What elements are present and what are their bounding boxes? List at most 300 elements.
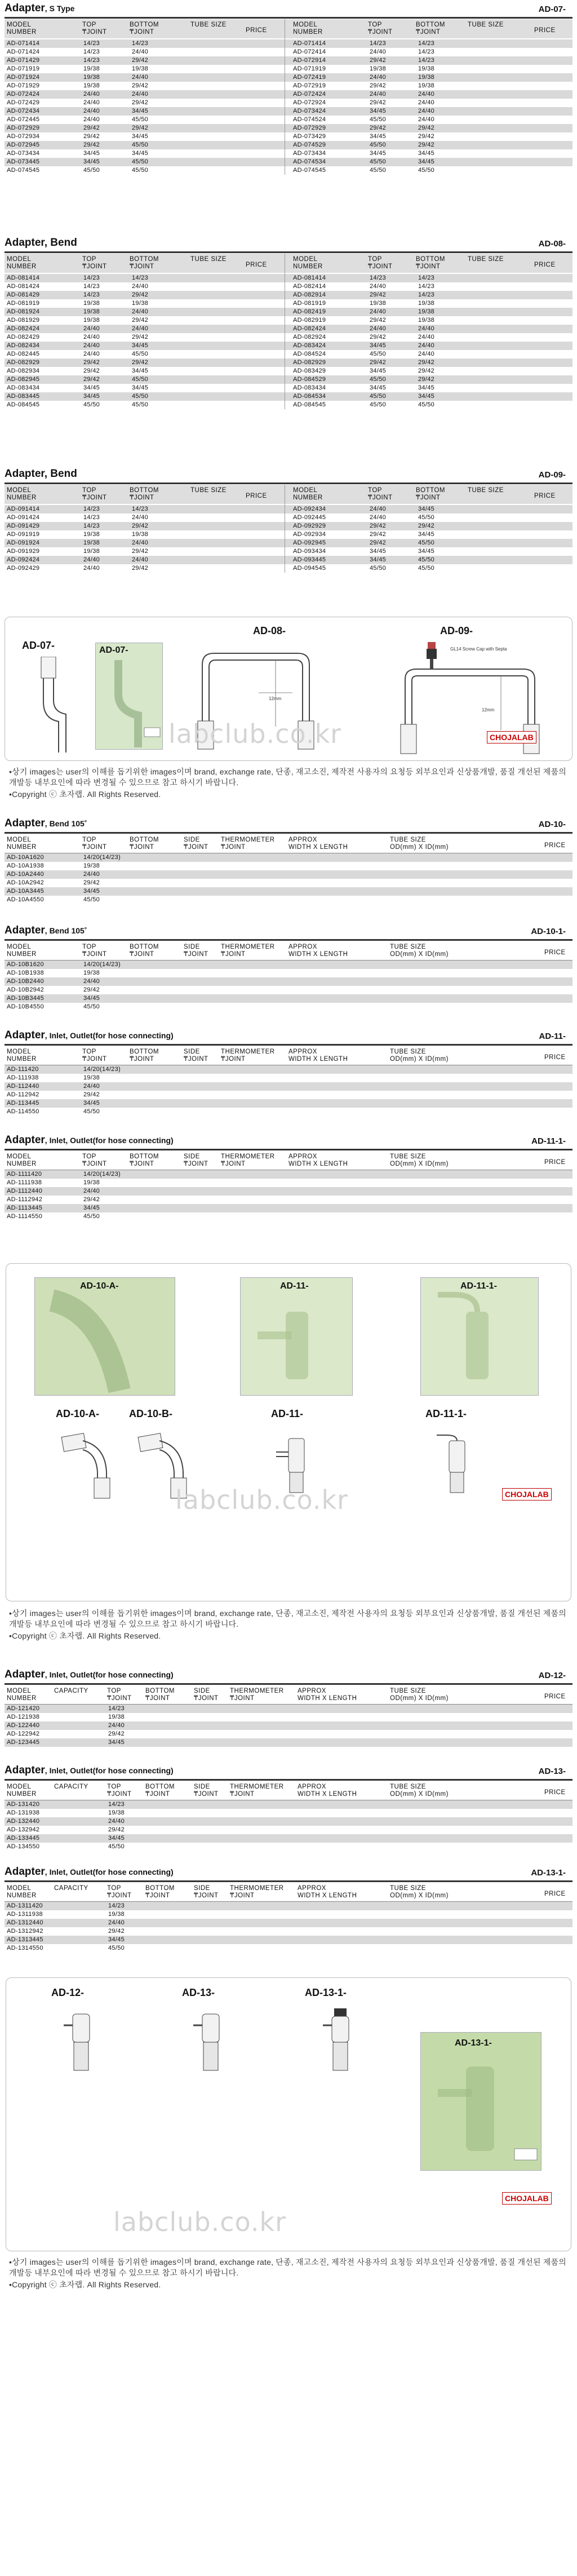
table-cell: 34/45 [370,556,387,563]
column-header: PRICE [544,1789,566,1796]
table-cell: AD-094545 [293,565,326,572]
table-cell: 19/38 [83,308,100,315]
table-cell: 29/42 [370,99,387,106]
ad11-1-drawing [434,1433,480,1495]
table-cell: AD-081414 [7,275,40,281]
table-cell: 45/50 [83,1108,100,1115]
column-header: BOTTOM ₸JOINT [130,944,159,958]
table-cell: 19/38 [108,1809,125,1816]
table-cell: 34/45 [370,108,387,114]
section-ad07 [0,0,577,237]
table-cell: 24/40 [83,1188,100,1194]
table-cell: 14/23 [83,514,100,521]
table-row [5,862,572,870]
table-cell: 14/23 [370,40,387,47]
table-row [5,299,572,308]
table-row [5,1927,572,1936]
table-row [5,325,572,333]
table-row [5,333,572,342]
column-header: TOP ₸JOINT [107,1885,132,1899]
bullet-icon: • [9,1631,12,1640]
table-cell: AD-093434 [293,548,326,555]
table-cell: 19/38 [418,308,435,315]
figure-label: AD-11-1- [425,1408,467,1419]
table-cell: AD-072919 [293,82,326,89]
section-ad13 [0,1764,577,1854]
table-cell: 34/45 [108,1936,125,1943]
table-cell: AD-082445 [7,351,40,357]
table-cell: 24/40 [132,539,149,546]
section-code: AD-07- [538,5,566,14]
table-cell: 24/40 [418,91,435,98]
table-cell: AD-091414 [7,506,40,512]
column-header: BOTTOM ₸JOINT [130,1153,159,1167]
table-cell: 24/40 [83,351,100,357]
column-header: APPROX WIDTH X LENGTH [298,1885,357,1899]
table-row [5,1826,572,1834]
table-row [5,1902,572,1910]
divider [5,832,572,834]
column-header: MODEL NUMBER [7,1783,37,1798]
column-header: APPROX WIDTH X LENGTH [288,1048,348,1063]
brand-logo: CHOJALAB [487,731,536,743]
table-cell: 45/50 [83,896,100,903]
table-cell: AD-1111420 [7,1171,42,1178]
table-cell: AD-081929 [7,317,40,324]
table-cell: 19/38 [418,74,435,81]
table-cell: 34/45 [83,384,100,391]
table-cell: 24/40 [83,556,100,563]
column-header: SIDE ₸JOINT [184,1153,208,1167]
table-cell: AD-10B3445 [7,995,44,1002]
table-cell: 14/23 [418,40,435,47]
figure-ad12-13 [0,1977,577,2576]
column-header: CAPACITY [54,1688,88,1694]
section-title: Adapter, Inlet, Outlet(for hose connecting) [5,1866,174,1878]
bullet-icon: • [9,790,12,799]
table-cell: AD-073424 [293,108,326,114]
table-cell: AD-111420 [7,1066,39,1073]
table-cell: AD-1112440 [7,1188,43,1194]
table-row [5,149,572,158]
image-caption: •상기 images는 user의 이해를 돕기위한 images이며 brand, exchange rate, 단종, 재고소진, 제작전 사용자의 요청등 외부요인과 신상품개발, 품질 개선된 제품의 개발등 내부요인에 따라 변경될 수 있으므로 참고 하시기 바랍니다. [9,1609,566,1628]
table-cell: AD-092445 [293,514,326,521]
table-cell: 34/45 [418,548,435,555]
table-cell: 29/42 [370,291,387,298]
table-row [5,291,572,299]
table-cell: 34/45 [132,108,149,114]
table-cell: AD-082914 [293,291,326,298]
table-cell: 29/42 [132,317,149,324]
table-cell: 14/23 [83,283,100,290]
section-code: AD-10-1- [531,927,566,936]
table-cell: 34/45 [418,531,435,538]
table-row [5,556,572,564]
column-header: TUBE SIZE OD(mm) X ID(mm) [390,1783,449,1798]
column-header: THERMOMETER ₸JOINT [230,1688,284,1702]
table-cell: AD-082924 [293,334,326,340]
table-header: MODEL NUMBER TOP ₸JOINT BOTTOM ₸JOINT TUBE SIZE PRICE MODEL NUMBER TOP ₸JOINT BOTTOM ₸JOINT TUBE SIZE PRICE [5,254,572,273]
figure-label: AD-11- [271,1408,304,1419]
table-cell: AD-073445 [7,158,40,165]
table-cell: 34/45 [83,995,100,1002]
column-header: PRICE [544,1891,566,1897]
column-header: MODEL NUMBER [7,1153,37,1167]
table-row [5,65,572,73]
table-cell: AD-121938 [7,1714,40,1720]
column-header: BOTTOM ₸JOINT [145,1688,175,1702]
table-cell: 29/42 [83,133,100,140]
table-cell: AD-113445 [7,1100,39,1106]
table-cell: AD-074524 [293,116,326,123]
table-cell: 14/23 [83,57,100,64]
glass-photo-icon [96,643,162,749]
table-cell: 29/42 [83,376,100,383]
table-cell: AD-084524 [293,351,326,357]
table-cell: AD-084545 [7,401,40,408]
column-header: SIDE ₸JOINT [194,1688,219,1702]
table-cell: 24/40 [83,91,100,98]
column-header: APPROX WIDTH X LENGTH [288,836,348,851]
divider [5,1149,572,1150]
table-row [5,1843,572,1851]
table-cell: AD-072429 [7,99,40,106]
table-cell: AD-091929 [7,548,40,555]
table-cell: 24/40 [418,99,435,106]
table-cell: 14/23 [132,506,149,512]
table-cell: AD-133445 [7,1835,40,1842]
figure-label: AD-07- [22,640,55,651]
table-cell: 29/42 [132,125,149,131]
table-cell: AD-081924 [7,308,40,315]
divider [5,251,572,253]
table-cell: 34/45 [83,393,100,400]
section-ad11-1 [0,1134,577,1224]
table-row [5,1800,572,1809]
table-cell: 19/38 [370,300,387,307]
table-cell: AD-132440 [7,1818,40,1825]
table-cell: 34/45 [370,548,387,555]
table-row [5,274,572,282]
table-cell: 34/45 [108,1835,125,1842]
table-cell: 14/23 [108,1902,125,1909]
table-cell: 19/38 [108,1911,125,1918]
column-header: TOP ₸JOINT [82,1048,107,1063]
table-row [5,56,572,65]
table-cell: 29/42 [418,133,435,140]
column-header: THERMOMETER ₸JOINT [230,1885,284,1899]
table-cell: 34/45 [370,133,387,140]
table-cell: AD-072445 [7,116,40,123]
figure-ad07-09 [0,609,577,823]
table-cell: 34/45 [370,368,387,374]
table-cell: AD-1113445 [7,1205,43,1211]
column-header: MODEL NUMBER [7,836,37,851]
table-row [5,1910,572,1919]
table-header [5,941,572,961]
table-cell: AD-1313445 [7,1936,43,1943]
ad13-1-drawing [322,2008,361,2076]
table-cell: AD-081919 [7,300,40,307]
column-header: PRICE [544,949,566,956]
table-row [5,124,572,132]
table-row [5,342,572,350]
table-cell: 14/23 [418,57,435,64]
table-row [5,90,572,99]
table-cell: AD-1311420 [7,1902,43,1909]
section-code: AD-10- [538,820,566,829]
table-row [5,1179,572,1187]
table-cell: AD-112440 [7,1083,39,1090]
table-cell: 34/45 [83,1100,100,1106]
table-cell: 14/20(14/23) [83,1066,121,1073]
column-header: TUBE SIZE OD(mm) X ID(mm) [390,1153,449,1167]
divider [5,1683,572,1685]
table-row [5,870,572,879]
table-body [0,505,577,576]
table-row [5,1187,572,1196]
table-header [5,1883,572,1902]
table-cell: 24/40 [83,1083,100,1090]
table-cell: 29/42 [370,317,387,324]
table-cell: 29/42 [370,539,387,546]
table-row [5,1091,572,1099]
table-cell: 34/45 [418,393,435,400]
table-cell: AD-1311938 [7,1911,43,1918]
table-row [5,1065,572,1074]
table-cell: 24/40 [132,91,149,98]
table-cell: 34/45 [83,158,100,165]
section-ad09 [0,468,577,609]
table-row [5,994,572,1003]
table-cell: AD-1111938 [7,1179,42,1186]
table-cell: AD-1312942 [7,1928,43,1935]
table-cell: 24/40 [370,514,387,521]
table-header [5,1685,572,1705]
section-code: AD-13-1- [531,1868,566,1878]
table-cell: 14/23 [132,275,149,281]
table-cell: 24/40 [108,1818,125,1825]
table-cell: AD-083445 [7,393,40,400]
table-row [5,132,572,141]
section-title: Adapter, Inlet, Outlet(for hose connecting) [5,1134,174,1146]
table-cell: 45/50 [370,141,387,148]
table-cell: AD-082929 [7,359,40,366]
photo-label: AD-13-1- [455,2038,492,2048]
column-header: PRICE [544,1054,566,1061]
table-cell: 45/50 [418,556,435,563]
table-cell: 29/42 [132,291,149,298]
table-cell: 45/50 [370,116,387,123]
table-row [5,564,572,573]
table-body [0,1800,577,1852]
figure-label: AD-13- [182,1987,215,1998]
table-cell: AD-084529 [293,376,326,383]
table-cell: 34/45 [108,1739,125,1746]
table-cell: AD-082934 [7,368,40,374]
table-cell: 24/40 [83,871,100,878]
table-cell: 24/40 [418,116,435,123]
table-cell: AD-071429 [7,57,40,64]
table-cell: 19/38 [83,1179,100,1186]
divider [5,1880,572,1882]
table-cell: 24/40 [83,108,100,114]
table-cell: AD-10A2942 [7,879,44,886]
table-cell: AD-1312440 [7,1919,43,1926]
table-cell: 24/40 [370,74,387,81]
table-cell: 24/40 [370,91,387,98]
table-cell: AD-123445 [7,1739,40,1746]
figure-label: AD-12- [51,1987,85,1998]
table-cell: 45/50 [132,116,149,123]
product-photo [95,643,163,750]
table-cell: 19/38 [83,82,100,89]
table-row [5,1074,572,1082]
table-cell: 29/42 [132,523,149,529]
table-cell: 45/50 [132,401,149,408]
table-row [5,1705,572,1713]
divider [5,1044,572,1046]
table-cell: 29/42 [83,368,100,374]
table-row [5,530,572,539]
table-cell: 34/45 [132,133,149,140]
table-row [5,1817,572,1826]
table-cell: AD-072424 [293,91,326,98]
ad10a-drawing [60,1427,117,1501]
table-cell: 24/40 [132,48,149,55]
table-cell: AD-082419 [293,308,326,315]
section-code: AD-11-1- [531,1136,566,1146]
column-header: APPROX WIDTH X LENGTH [288,944,348,958]
table-cell: 24/40 [370,308,387,315]
table-cell: AD-073434 [293,150,326,157]
column-header: TOP ₸JOINT [107,1783,132,1798]
watermark: labclub.co.kr [168,719,342,749]
column-header: BOTTOM ₸JOINT [145,1783,175,1798]
table-cell: AD-093445 [293,556,326,563]
table-cell: 29/42 [370,82,387,89]
table-cell: 24/40 [83,116,100,123]
divider [5,1779,572,1781]
table-cell: 45/50 [108,1945,125,1951]
table-row [5,986,572,994]
table-header [5,1151,572,1170]
table-row [5,116,572,124]
table-cell: 34/45 [418,150,435,157]
table-cell: AD-121420 [7,1705,40,1712]
table-cell: 45/50 [83,1003,100,1010]
table-cell: 19/38 [132,300,149,307]
table-row [5,1082,572,1091]
table-cell: 19/38 [83,65,100,72]
table-cell: 45/50 [83,167,100,174]
table-cell: AD-081424 [7,283,40,290]
section-title: Adapter, Bend [5,237,77,249]
figure-frame [5,617,572,761]
figure-label: AD-13-1- [305,1987,347,1998]
column-header: SIDE ₸JOINT [184,944,208,958]
photo-label: AD-11-1- [460,1281,497,1291]
figure-label: AD-09- [440,625,473,636]
table-cell: AD-082429 [7,334,40,340]
table-row [5,141,572,149]
table-cell: 45/50 [370,565,387,572]
table-cell: 29/42 [83,125,100,131]
copyright: •Copyright ⓒ 초자랩. All Rights Reserved. [9,1631,161,1640]
table-cell: 24/40 [132,308,149,315]
brand-logo: CHOJALAB [502,2192,552,2205]
table-row [5,1738,572,1747]
section-code: AD-08- [538,239,566,249]
table-cell: 29/42 [418,359,435,366]
table-cell: AD-082919 [293,317,326,324]
column-header: SIDE ₸JOINT [194,1885,219,1899]
table-cell: 45/50 [132,376,149,383]
table-row [5,375,572,384]
table-cell: AD-1314550 [7,1945,43,1951]
table-cell: AD-10A2440 [7,871,44,878]
copyright: •Copyright ⓒ 초자랩. All Rights Reserved. [9,790,161,799]
table-cell: 19/38 [370,65,387,72]
table-row [5,39,572,48]
table-cell: AD-091919 [7,531,40,538]
ad13-drawing [192,2008,232,2076]
table-cell: 29/42 [83,359,100,366]
table-cell: AD-092429 [7,565,40,572]
table-cell: 14/23 [418,48,435,55]
table-row [5,961,572,969]
table-cell: 19/38 [83,531,100,538]
column-header: BOTTOM ₸JOINT [130,1048,159,1063]
table-cell: 14/23 [108,1801,125,1808]
table-cell: 14/23 [83,40,100,47]
table-cell: 19/38 [83,862,100,869]
table-cell: 19/38 [83,1074,100,1081]
table-cell: AD-092945 [293,539,326,546]
table-cell: 29/42 [83,879,100,886]
table-cell: AD-134550 [7,1843,40,1850]
table-row [5,1809,572,1817]
table-cell: AD-071414 [293,40,326,47]
table-body [0,1705,577,1749]
table-cell: 45/50 [370,167,387,174]
table-cell: AD-074534 [293,158,326,165]
table-cell: 45/50 [83,1213,100,1220]
table-cell: 19/38 [418,300,435,307]
table-cell: 45/50 [418,565,435,572]
table-cell: AD-071924 [7,74,40,81]
table-cell: AD-092934 [293,531,326,538]
table-cell: AD-073434 [7,150,40,157]
divider [5,17,572,19]
table-row [5,514,572,522]
table-cell: 29/42 [418,523,435,529]
watermark: labclub.co.kr [175,1485,349,1515]
table-cell: 14/23 [418,291,435,298]
section-ad08 [0,237,577,468]
table-cell: 29/42 [132,334,149,340]
table-cell: 29/42 [108,1928,125,1935]
table-cell: AD-1112942 [7,1196,43,1203]
table-cell: 29/42 [132,548,149,555]
column-header: PRICE [544,1159,566,1166]
table-row [5,392,572,401]
gl14-note: GL14 Screw Cap with Septa [450,647,507,652]
table-header: MODEL NUMBER TOP ₸JOINT BOTTOM ₸JOINT TUBE SIZE PRICE MODEL NUMBER TOP ₸JOINT BOTTOM ₸JOINT TUBE SIZE PRICE [5,19,572,38]
table-cell: 24/40 [108,1919,125,1926]
table-cell: AD-071919 [7,65,40,72]
column-header: TUBE SIZE OD(mm) X ID(mm) [390,1048,449,1063]
